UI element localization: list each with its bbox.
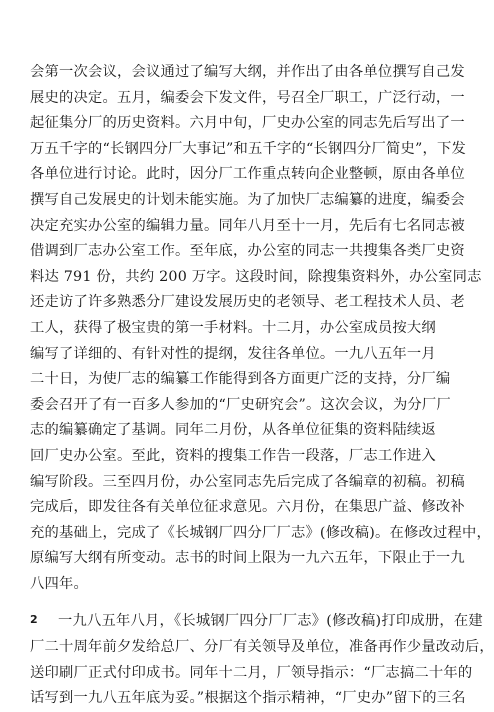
text-line: 借调到厂志办公室工作。至年底，办公室的同志一共搜集各类厂史资 <box>30 243 465 260</box>
text-line: 充的基础上，完成了《长城钢厂四分厂厂志》(修改稿)。在修改过程中， <box>30 524 491 541</box>
text-line: 撰写自己发展史的计划未能实施。为了加快厂志编纂的进度，编委会 <box>30 191 465 208</box>
text-line: 回厂史办公室。至此，资料的搜集工作告一段落，厂志工作进入 <box>30 447 436 464</box>
paragraph-2 <box>30 609 494 711</box>
text-line: 志的编纂确定了基调。同年二月份，从各单位征集的资料陆续返 <box>30 422 436 439</box>
text-line: 决定充实办公室的编辑力量。同年八月至十一月，先后有七名同志被 <box>30 217 465 234</box>
text-line: 原编写大纲有所变动。志书的时间上限为一九六五年，下限止于一九 <box>30 550 465 567</box>
text-line: 委会召开了有一百多人参加的“厂史研究会”。这次会议，为分厂厂 <box>30 396 451 413</box>
text-line-last: 八四年。 <box>30 575 88 592</box>
text-line: 编写阶段。三至四月份，办公室同志先后完成了各编章的初稿。初稿 <box>30 473 465 490</box>
text-line: 一九八五年八月，《长城钢厂四分厂厂志》(修改稿)打印成册，在建 <box>58 613 483 630</box>
text-line: 工人，获得了极宝贵的第一手材料。十二月，办公室成员按大纲 <box>30 319 436 336</box>
text-line: 厂二十周年前夕发给总厂、分厂有关领导及单位，准备再作少量改动后， <box>30 639 494 656</box>
text-line: 展史的决定。五月，编委会下发文件，号召全厂职工，广泛行动，一 <box>30 89 465 106</box>
text-line: 还走访了许多熟悉分厂建设发展历史的老领导、老工程技术人员、老 <box>30 294 465 311</box>
paragraph-gap <box>30 597 425 609</box>
text-line: 二十日，为使厂志的编纂工作能得到各方面更广泛的支持，分厂编 <box>30 371 451 388</box>
text-line: 编写了详细的、有针对性的提纲，发往各单位。一九八五年一月 <box>30 345 436 362</box>
text-line: 各单位进行讨论。此时，因分厂工作重点转向企业整顿，原由各单位 <box>30 166 465 183</box>
page-number: 2 <box>30 613 38 626</box>
text-line: 会第一次会议，会议通过了编写大纲，并作出了由各单位撰写自己发 <box>30 64 465 80</box>
text-line: 送印刷厂正式付印成书。同年十二月，厂领导指示：“厂志搞二十年的 <box>30 664 473 681</box>
text-line: 料达 791 份，共约 200 万字。这段时间，除搜集资料外，办公室同志 <box>30 268 482 285</box>
paragraph-1 <box>30 60 491 597</box>
text-line: 完成后，即发往各有关单位征求意见。六月份，在集思广益、修改补 <box>30 499 465 516</box>
text-line: 起征集分厂的历史资料。六月中旬，厂史办公室的同志先后写出了一 <box>30 115 465 132</box>
text-line: 话写到一九八五年底为妥。”根据这个指示精神，“厂史办”留下的三名 <box>30 690 466 707</box>
text-line: 万五千字的“长钢四分厂大事记”和五千字的“长钢四分厂简史”，下发 <box>30 140 466 157</box>
body-text <box>30 60 494 712</box>
